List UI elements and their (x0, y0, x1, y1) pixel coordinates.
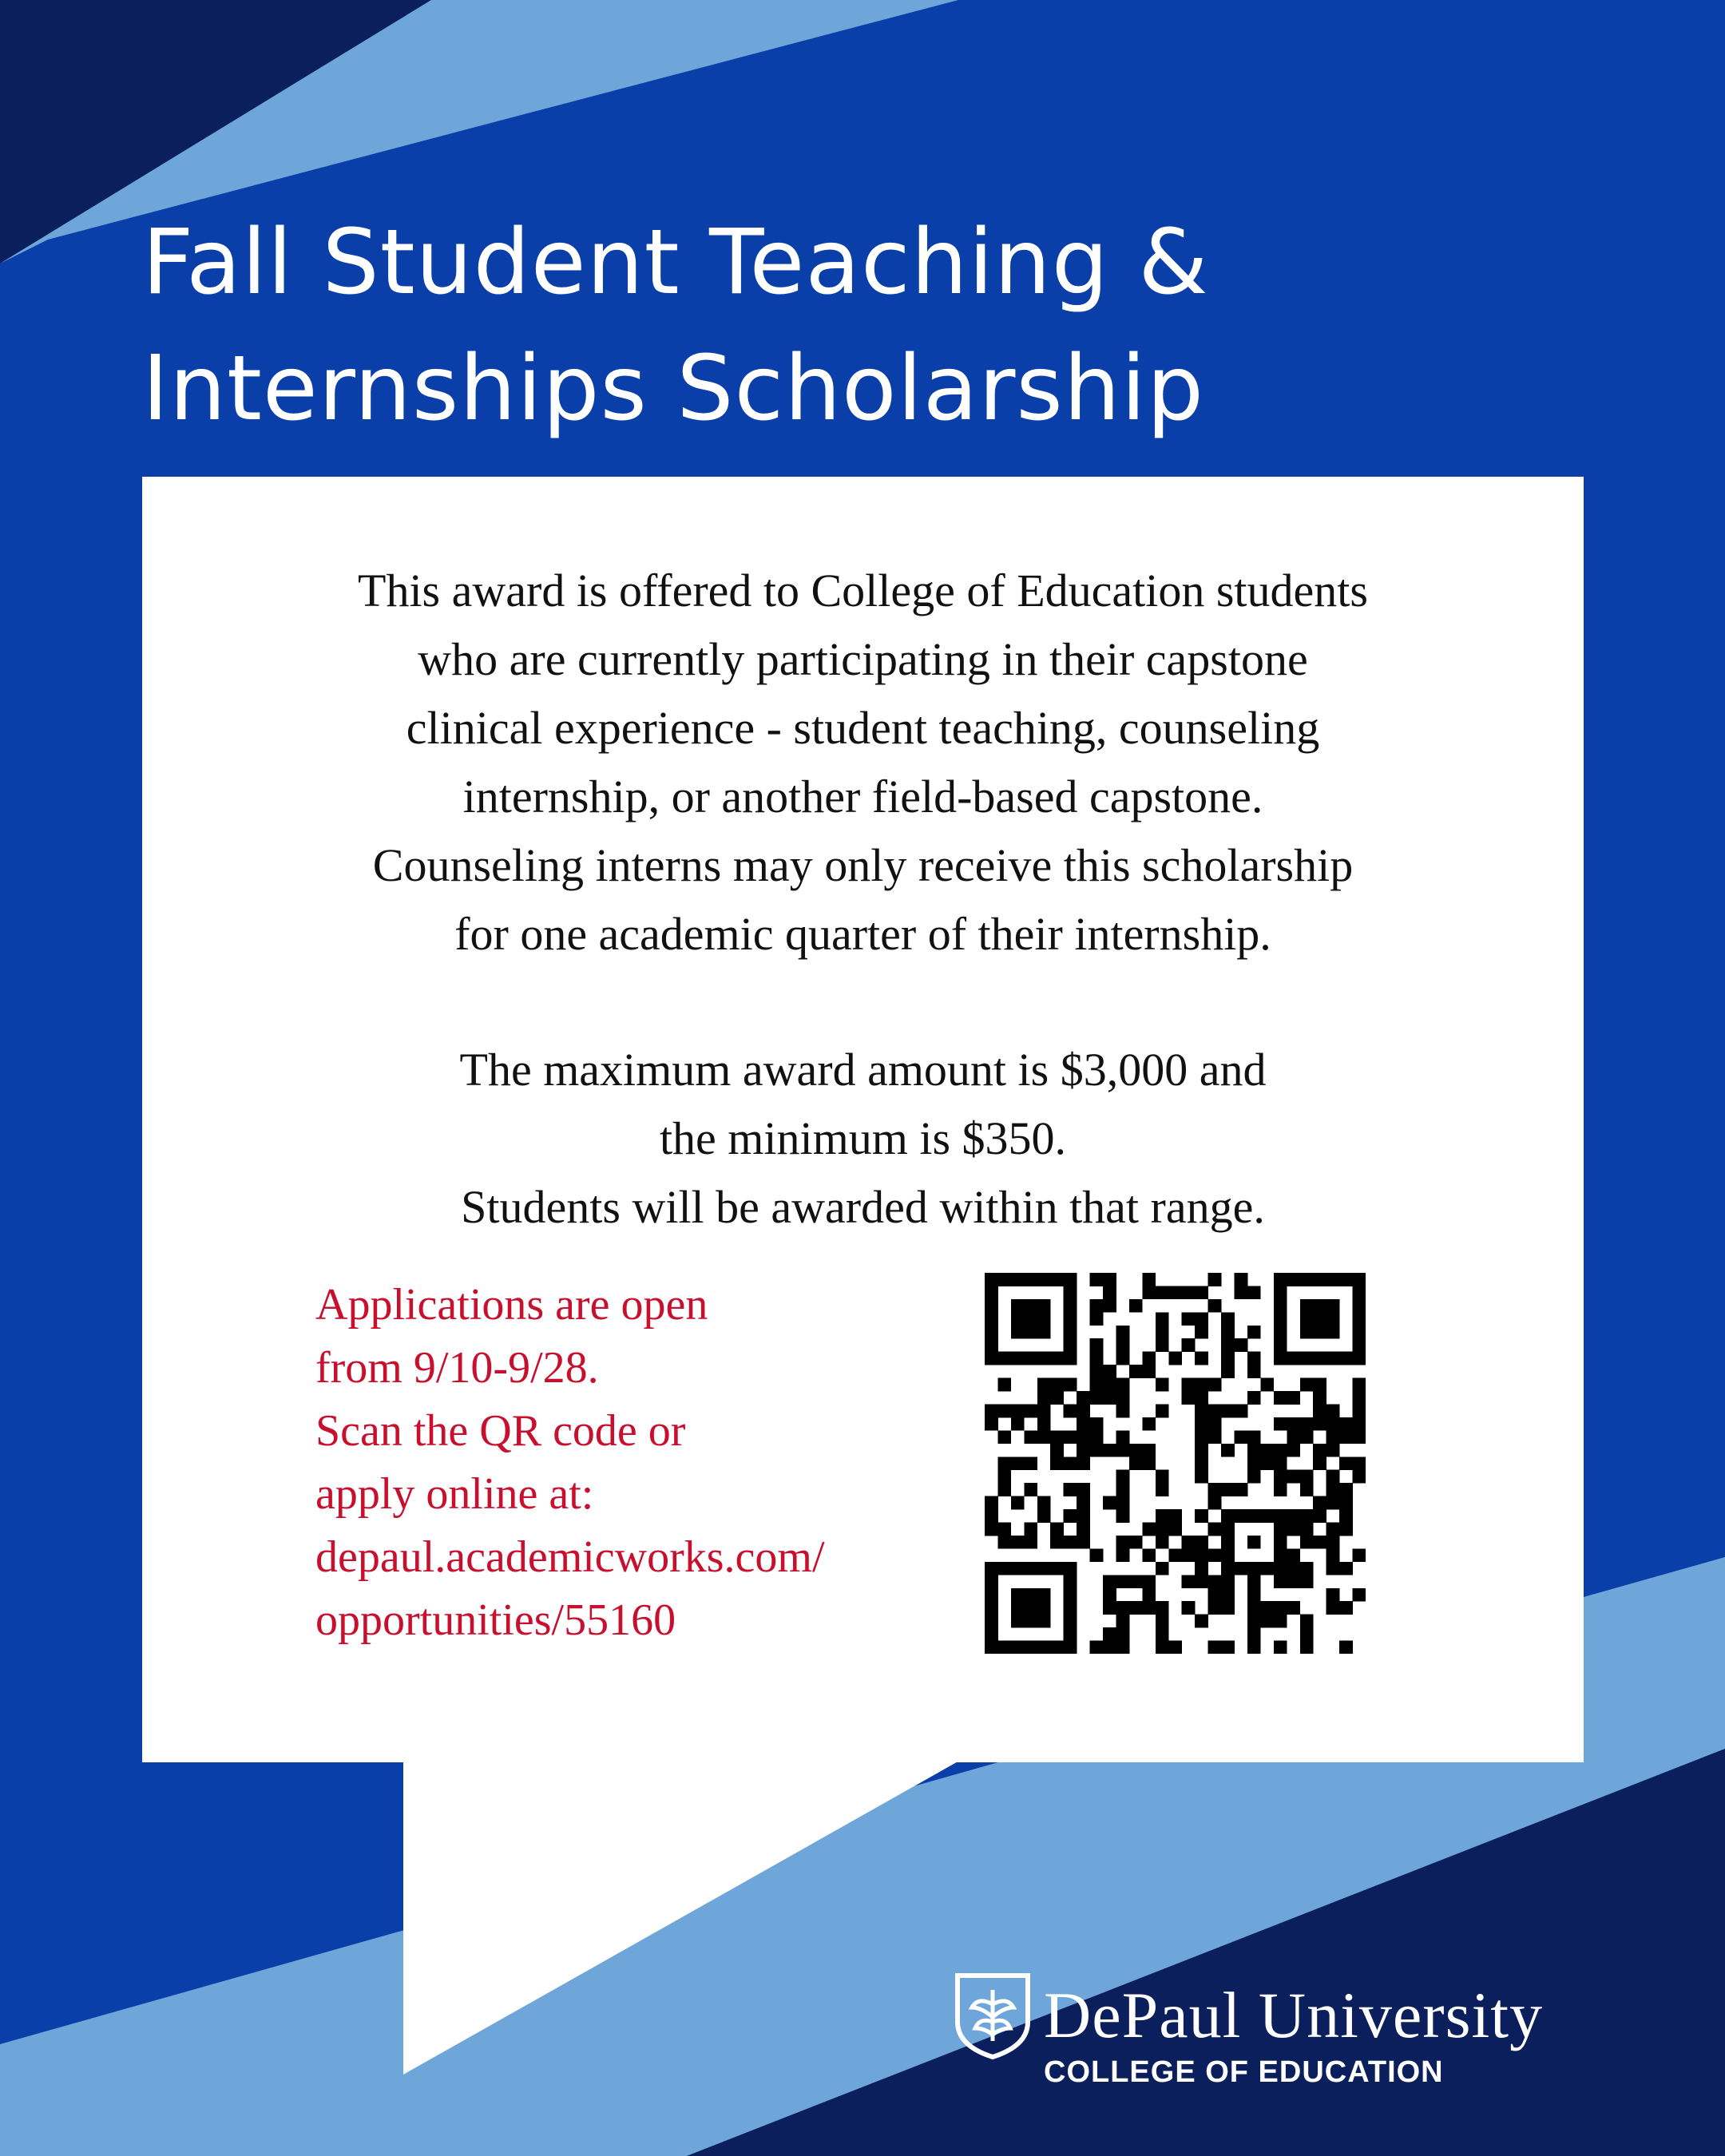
description-line: clinical experience - student teaching, counseling (406, 702, 1320, 754)
college-name: COLLEGE OF EDUCATION (1044, 2055, 1444, 2089)
description-line: This award is offered to College of Education students (358, 565, 1368, 616)
award-line: Students will be awarded within that range. (461, 1181, 1265, 1233)
application-link-line[interactable]: depaul.academicworks.com/ (315, 1532, 825, 1582)
application-line: from 9/10-9/28. (315, 1343, 599, 1393)
page-title (142, 200, 1660, 452)
depaul-logo (954, 1972, 1609, 2100)
description-line: internship, or another field-based capstone. (462, 771, 1263, 822)
description-line: for one academic quarter of their internship. (454, 908, 1271, 960)
description-line: who are currently participating in their capstone (418, 633, 1308, 685)
award-line: the minimum is $350. (659, 1112, 1067, 1164)
award-line: The maximum award amount is $3,000 and (459, 1044, 1267, 1096)
title-line-1: Fall Student Teaching & (142, 211, 1209, 315)
university-name: DePaul University (1044, 1979, 1544, 2051)
depaul-shield-icon (954, 1972, 1031, 2060)
application-line: Scan the QR code or (315, 1406, 686, 1456)
application-info (315, 1274, 954, 1652)
description-line: Counseling interns may only receive this scholarship (372, 839, 1354, 891)
application-link-line[interactable]: opportunities/55160 (315, 1595, 676, 1645)
award-amount-info (142, 1036, 1584, 1242)
title-line-2: Internships Scholarship (142, 337, 1204, 441)
eligibility-description (142, 557, 1584, 969)
info-card (142, 477, 1584, 1762)
application-line: apply online at: (315, 1469, 594, 1519)
qr-code-icon[interactable] (985, 1273, 1366, 1654)
application-line: Applications are open (315, 1280, 708, 1330)
